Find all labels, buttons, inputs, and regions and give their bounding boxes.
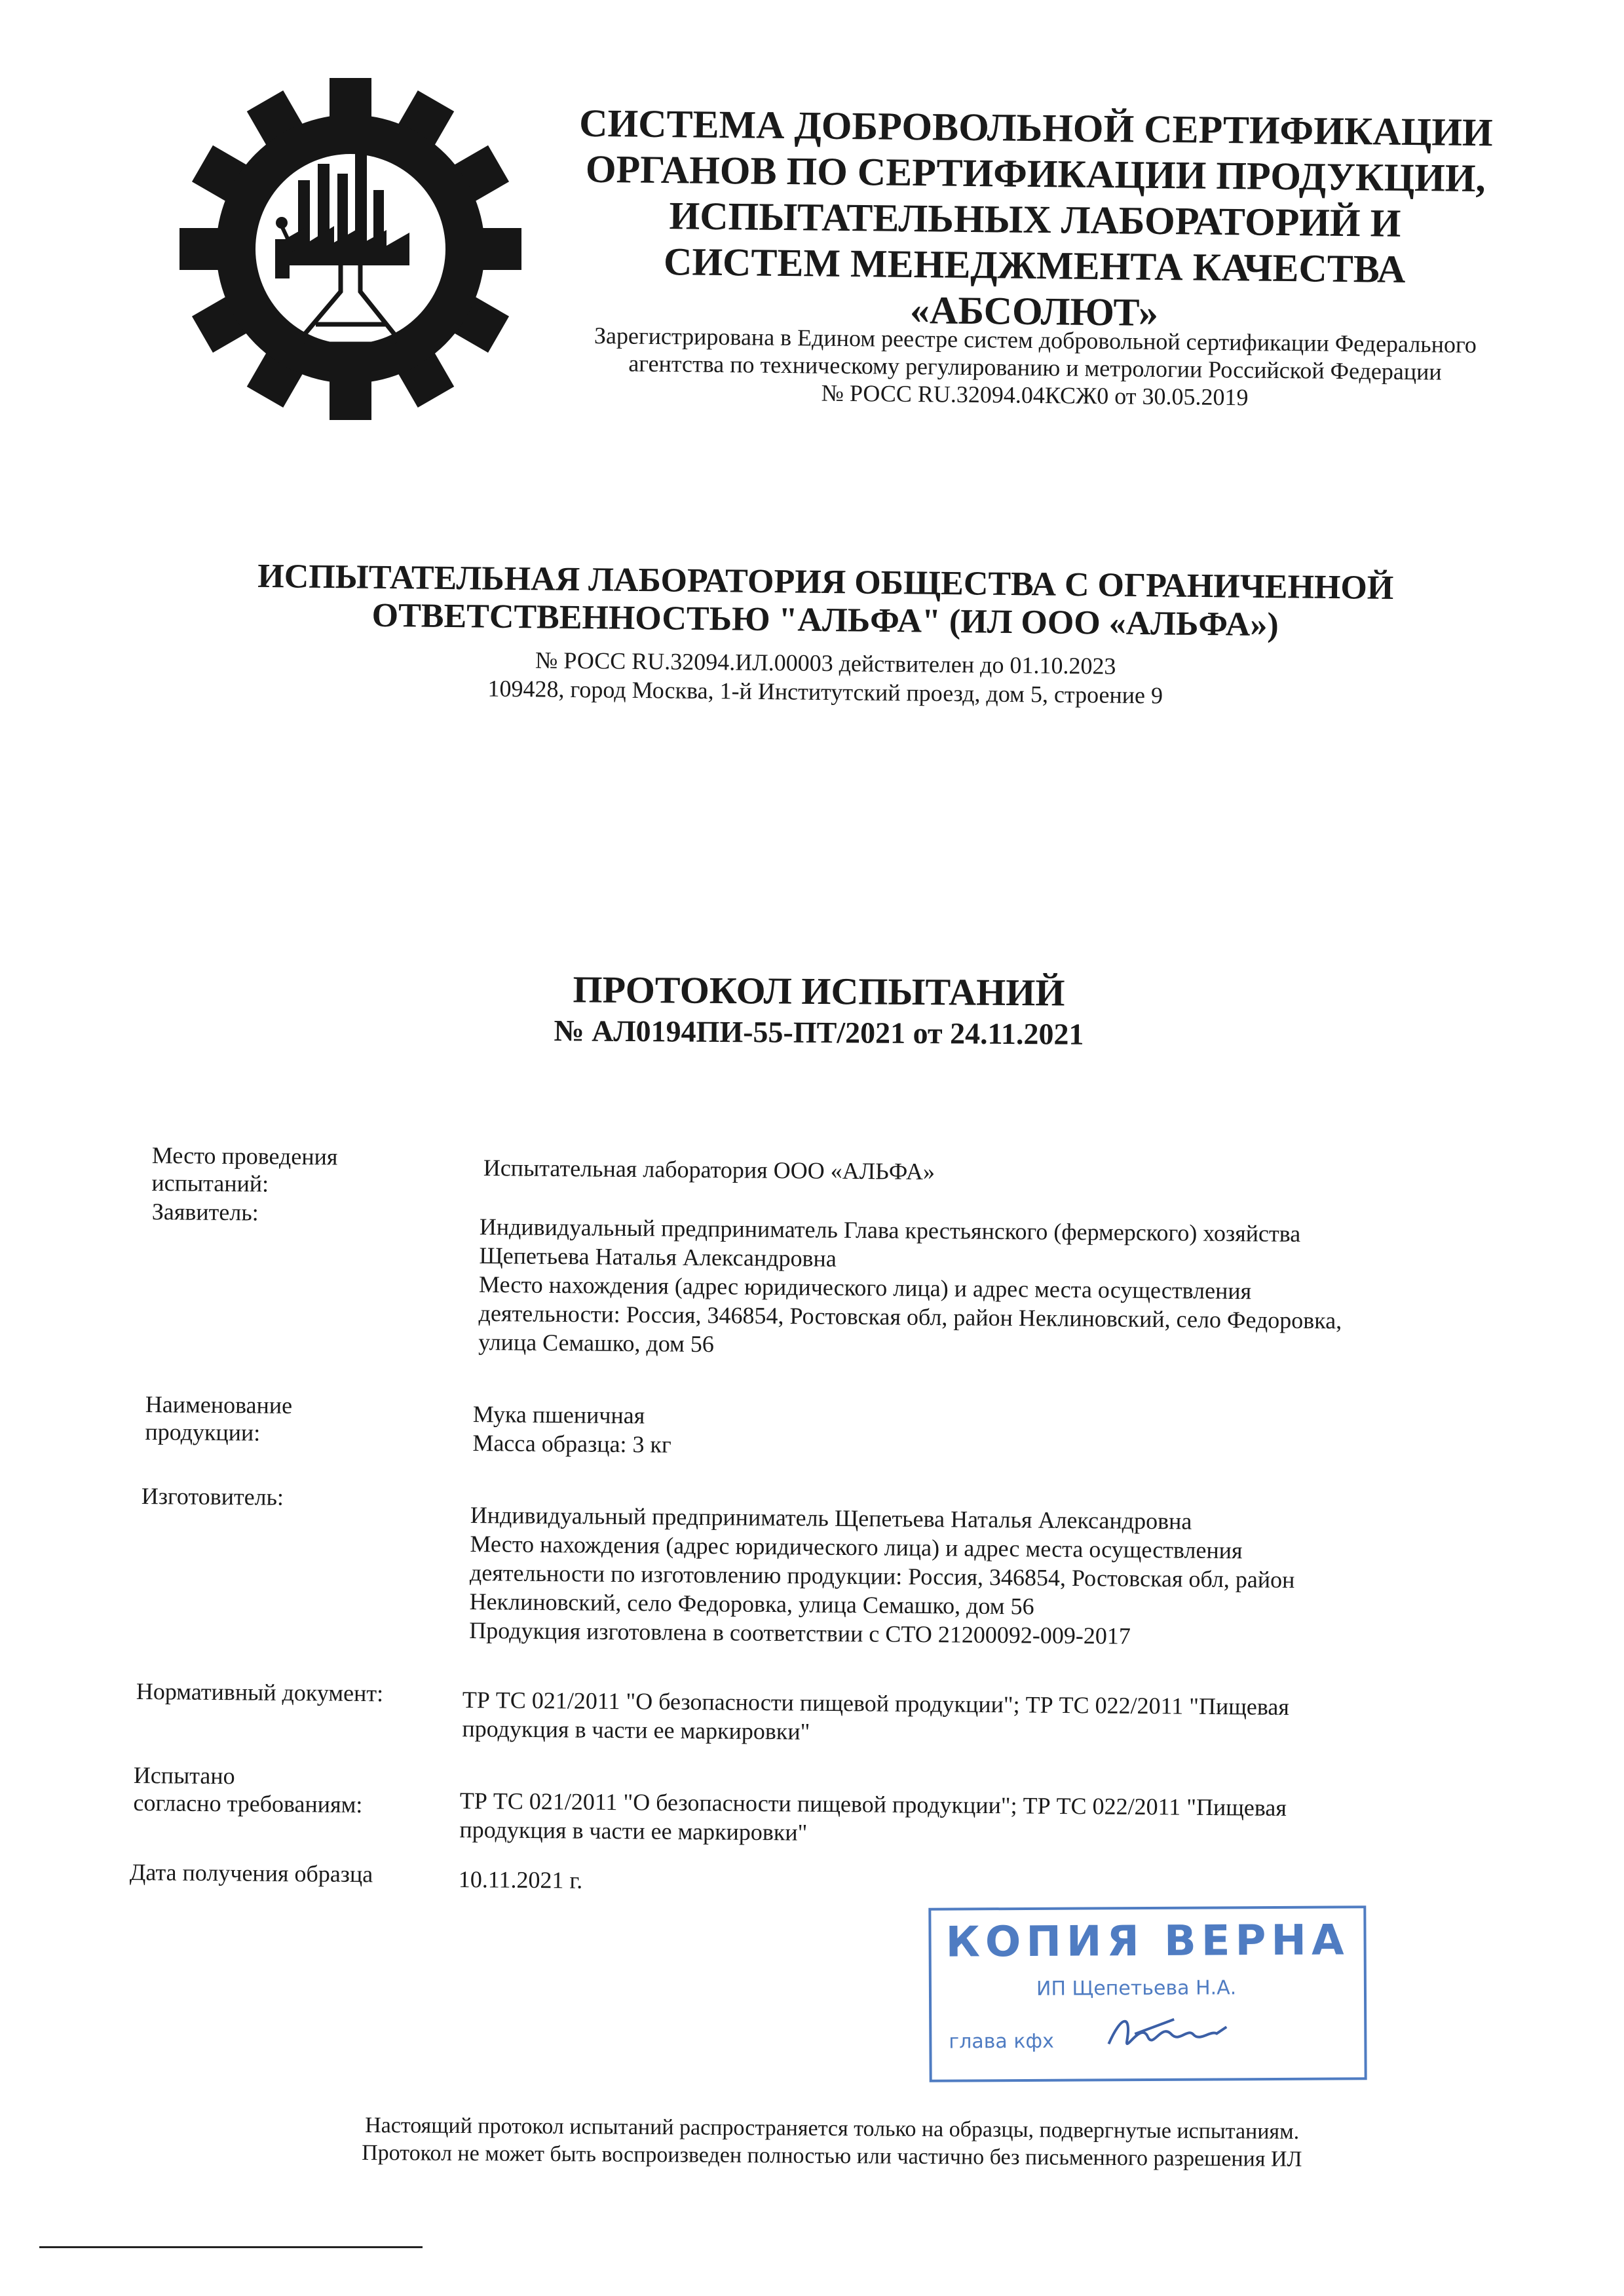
disclaimer-line: Протокол не может быть воспроизведен полностью или частично без письменного разрешения ИЛ [362,2140,1302,2172]
title-line: «АБСОЛЮТ» [909,288,1159,334]
registration-number: № РОСС RU.32094.04КСЖ0 от 30.05.2019 [821,379,1249,411]
certified-copy-stamp [928,1905,1367,2082]
laboratory-title [242,558,1408,646]
sample-date-label [130,1858,438,1888]
label-line: испытаний: [151,1169,269,1197]
certification-system-logo [177,75,524,423]
value-line: ТР ТС 021/2011 "О безопасности пищевой продукции"; ТР ТС 022/2011 "Пищевая [459,1788,1287,1822]
value-line: деятельности: Россия, 346854, Ростовская обл, район Неклиновский, село Федоровка, [478,1299,1342,1334]
title-line: СИСТЕМА ДОБРОВОЛЬНОЙ СЕРТИФИКАЦИИ [578,101,1494,155]
label-line: продукции: [145,1418,261,1446]
applicant-value [478,1212,1528,1366]
value-line: Неклиновский, село Федоровка, улица Семашко, дом 56 [469,1588,1034,1620]
value-line: Щепетьева Наталья Александровна [479,1242,837,1272]
laboratory-details [242,643,1409,713]
value-line: Мука пшеничная [472,1401,645,1429]
place-value [483,1153,1492,1191]
value-line: Индивидуальный предприниматель Глава крестьянского (фермерского) хозяйства [479,1213,1301,1247]
label-line: Наименование [145,1391,293,1419]
protocol-disclaimer [288,2111,1376,2174]
value-line: Место нахождения (адрес юридического лица) и адрес места осуществления [470,1530,1243,1564]
lab-accreditation: № РОСС RU.32094.ИЛ.00003 действителен до 01.10.2023 [535,647,1116,679]
manufacturer-label [142,1482,449,1512]
value-line: Место нахождения (адрес юридического лица) и адрес места осуществления [478,1271,1252,1305]
product-value [472,1400,1482,1466]
value-line: Продукция изготовлена в соответствии с СТО 21200092-009-2017 [469,1617,1131,1649]
tested-against-label [133,1761,442,1819]
title-line: ОРГАНОВ ПО СЕРТИФИКАЦИИ ПРОДУКЦИИ, [585,147,1486,201]
signature [1095,2007,1246,2060]
label-line: Испытано [133,1762,235,1789]
label-line: Изготовитель: [141,1483,284,1510]
stamp-owner: ИП Щепетьева Н.А. [1036,1976,1237,2000]
value-line: Индивидуальный предприниматель Щепетьева Наталья Александровна [470,1502,1192,1535]
value-line: 10.11.2021 г. [458,1866,583,1894]
label-line: Нормативный документ: [136,1678,384,1707]
applicant-label [152,1198,460,1228]
protocol-title: ПРОТОКОЛ ИСПЫТАНИЙ [573,968,1065,1014]
sample-date-value [459,1865,852,1897]
registration-note [523,321,1546,414]
product-label [145,1390,453,1448]
lab-title-line: ОТВЕТСТВЕННОСТЬЮ "АЛЬФА" (ИЛ ООО «АЛЬФА») [371,596,1279,644]
value-line: Испытательная лаборатория ООО «АЛЬФА» [483,1154,935,1185]
manufacturer-value [469,1501,1479,1653]
normative-label [136,1677,444,1708]
value-line: продукция в части ее маркировки" [462,1715,810,1745]
value-line: деятельности по изготовлению продукции: Россия, 346854, Ростовская обл, район [469,1559,1295,1593]
title-line: ИСПЫТАТЕЛЬНЫХ ЛАБОРАТОРИЙ И [669,194,1401,245]
registration-line: агентства по техническому регулированию и метрологии Российской Федерации [628,350,1442,385]
lab-address: 109428, город Москва, 1-й Институтский проезд, дом 5, строение 9 [487,675,1163,709]
tested-against-value [459,1786,1469,1852]
certification-system-title [549,100,1521,339]
disclaimer-line: Настоящий протокол испытаний распространяется только на образцы, подвергнутые испытаниям. [365,2113,1300,2144]
value-line: ТР ТС 021/2011 "О безопасности пищевой продукции"; ТР ТС 022/2011 "Пищевая [462,1687,1290,1721]
stamp-role: глава кфх [949,2029,1054,2054]
label-line: Дата получения образца [129,1859,373,1888]
stamp-title: КОПИЯ ВЕРНА [945,1916,1350,1967]
value-line: улица Семашко, дом 56 [478,1328,715,1358]
label-line: Заявитель: [151,1198,259,1226]
normative-value [462,1685,1471,1751]
registration-line: Зарегистрирована в Едином реестре систем добровольной сертификации Федерального [594,322,1477,358]
title-line: СИСТЕМ МЕНЕДЖМЕНТА КАЧЕСТВА [663,240,1406,291]
footer-divider [39,2246,423,2248]
value-line: продукция в части ее маркировки" [459,1816,808,1846]
label-line: согласно требованиям: [133,1789,363,1818]
protocol-number: № АЛ0194ПИ-55-ПТ/2021 от 24.11.2021 [554,1014,1084,1051]
value-line: Масса образца: 3 кг [472,1429,671,1458]
lab-title-line: ИСПЫТАТЕЛЬНАЯ ЛАБОРАТОРИЯ ОБЩЕСТВА С ОГРАНИЧЕННОЙ [257,557,1394,607]
place-label [151,1141,460,1199]
label-line: Место проведения [151,1142,338,1170]
